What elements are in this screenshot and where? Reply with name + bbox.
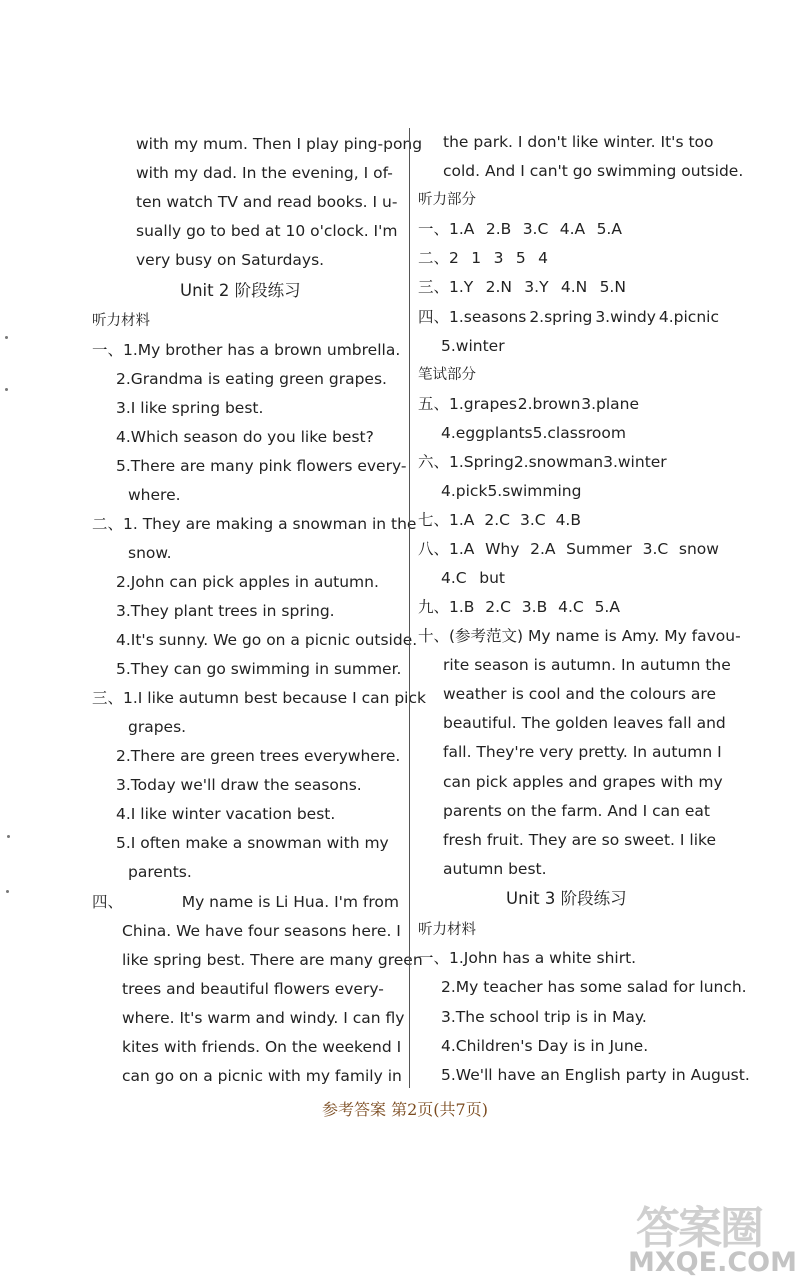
text-line — [418, 948, 636, 968]
text-segment: kites with friends. On the weekend I — [122, 1038, 402, 1056]
text-line — [92, 311, 150, 331]
text-segment: 5.winter — [441, 337, 505, 355]
text-segment: 3.They plant trees in spring. — [116, 602, 335, 620]
text-segment: 2.John can pick apples in autumn. — [116, 573, 379, 591]
text-segment: with my dad. In the evening, I of- — [136, 164, 393, 182]
text-segment: snow. — [128, 544, 172, 562]
text-segment: like spring best. There are many green — [122, 951, 423, 969]
text-segment: 二、2 — [418, 249, 459, 267]
text-segment: 2.C — [484, 511, 510, 529]
text-segment: 听力材料 — [92, 313, 150, 329]
text-segment: 3 — [493, 249, 504, 267]
text-segment: 3.windy — [595, 308, 656, 326]
text-line — [122, 1037, 402, 1057]
text-segment: beautiful. The golden leaves fall and — [443, 714, 726, 732]
text-segment: 3.Today we'll draw the seasons. — [116, 776, 362, 794]
text-segment: 3.Y — [524, 278, 549, 296]
text-line — [443, 772, 723, 792]
watermark-top-text: 答案圈 — [636, 1203, 762, 1254]
text-segment: 4.Children's Day is in June. — [441, 1037, 649, 1055]
text-segment: very busy on Saturdays. — [136, 251, 325, 269]
text-line — [116, 659, 401, 679]
column-divider — [409, 128, 410, 1088]
text-segment: 5.N — [599, 278, 626, 296]
text-line — [443, 830, 719, 850]
text-segment: 2.My teacher has some salad for lunch. — [441, 978, 747, 996]
text-segment: 九、1.B — [418, 598, 475, 616]
text-segment: 七、1.A — [418, 511, 475, 529]
text-line — [122, 1066, 402, 1086]
text-segment: My name is Li Hua. I'm from — [181, 893, 399, 911]
text-segment: 5.They can go swimming in summer. — [116, 660, 402, 678]
text-segment: 2.Grandma is eating green grapes. — [116, 370, 387, 388]
text-segment: 3.I like spring best. — [116, 399, 264, 417]
text-segment: where. — [128, 486, 181, 504]
text-line — [136, 163, 399, 183]
text-segment: 一、1.A — [418, 220, 475, 238]
text-line — [443, 161, 743, 181]
text-segment: fresh fruit. They are so sweet. I like — [443, 831, 716, 849]
text-segment: 2.N — [485, 278, 512, 296]
text-line — [128, 485, 181, 505]
text-segment: fall. They're very pretty. In autumn I — [443, 743, 722, 761]
text-segment: 3.B — [521, 598, 548, 616]
text-segment: with my mum. Then I play ping-pong — [136, 135, 423, 153]
text-segment: 八、1.A — [418, 540, 475, 558]
text-line — [92, 340, 400, 360]
text-segment: 三、1.Y — [418, 278, 474, 296]
text-segment: 一、1.My brother has a brown umbrella. — [92, 341, 401, 359]
text-segment: 3.plane — [581, 395, 639, 413]
text-line — [418, 365, 476, 385]
text-line — [441, 977, 747, 997]
text-line — [441, 1007, 647, 1027]
text-line — [441, 336, 505, 356]
text-segment: 3.C — [642, 540, 669, 558]
text-segment: 2.brown — [517, 395, 581, 413]
text-line — [441, 1065, 750, 1085]
text-line — [116, 775, 362, 795]
text-segment: 听力材料 — [418, 922, 476, 938]
page-footer: 参考答案 第2页(共7页) — [322, 1100, 488, 1119]
text-segment: 3.C — [519, 511, 546, 529]
watermark-logo — [628, 1192, 806, 1278]
margin-dot — [7, 835, 10, 838]
text-line — [441, 481, 580, 501]
text-segment: 4.picnic — [658, 308, 719, 326]
text-segment: 5.A — [594, 598, 620, 616]
text-segment: 5.swimming — [487, 482, 582, 500]
text-line — [116, 572, 379, 592]
watermark-bottom-text: MXQE.COM — [628, 1247, 797, 1278]
text-line — [128, 862, 192, 882]
text-segment: 三、1.I like autumn best because I can pick — [92, 689, 426, 707]
text-segment: the park. I don't like winter. It's too — [443, 133, 714, 151]
text-segment: 4.A — [559, 220, 586, 238]
text-segment: 5.We'll have an English party in August. — [441, 1066, 750, 1084]
text-line — [136, 221, 399, 241]
text-segment: 四、1.seasons — [418, 308, 527, 326]
text-line — [116, 369, 387, 389]
text-line — [92, 514, 417, 534]
text-segment: ten watch TV and read books. I u- — [136, 193, 398, 211]
text-segment: can go on a picnic with my family in — [122, 1067, 402, 1085]
text-segment: 五、1.grapes — [418, 395, 517, 413]
text-segment: parents on the farm. And I can eat — [443, 802, 710, 820]
text-segment: 4.pick — [441, 482, 488, 500]
text-segment: 4.B — [555, 511, 581, 529]
text-segment: 3.winter — [603, 453, 667, 471]
text-segment: 3.The school trip is in May. — [441, 1008, 647, 1026]
text-line — [418, 190, 476, 210]
text-segment: 2.snowman — [513, 453, 604, 471]
text-segment: sually go to bed at 10 o'clock. I'm — [136, 222, 398, 240]
text-segment: but — [479, 569, 505, 587]
text-line — [116, 456, 407, 476]
text-segment: cold. And I can't go swimming outside. — [443, 162, 744, 180]
text-segment: 4.I like winter vacation best. — [116, 805, 336, 823]
text-segment: where. It's warm and windy. I can fly — [122, 1009, 405, 1027]
text-line — [418, 626, 741, 646]
text-line — [136, 192, 399, 212]
text-line — [443, 859, 547, 879]
text-segment: 二、1. They are making a snowman in the — [92, 515, 417, 533]
text-line — [443, 655, 731, 675]
text-line — [443, 684, 719, 704]
text-segment: 听力部分 — [418, 192, 476, 208]
text-segment: 2.There are green trees everywhere. — [116, 747, 401, 765]
text-segment: rite season is autumn. In autumn the — [443, 656, 731, 674]
text-line — [443, 132, 719, 152]
text-line — [180, 281, 301, 301]
text-line — [443, 742, 722, 762]
text-line — [418, 510, 581, 530]
text-segment: grapes. — [128, 718, 187, 736]
text-segment: 5.I often make a snowman with my — [116, 834, 389, 852]
text-segment: 5 — [515, 249, 526, 267]
text-segment: 4.Which season do you like best? — [116, 428, 374, 446]
text-segment: 六、1.Spring — [418, 453, 514, 471]
text-segment: 5.There are many pink flowers every- — [116, 457, 407, 475]
text-line — [122, 979, 399, 999]
text-segment: Why — [485, 540, 520, 558]
text-segment: 3.C — [522, 220, 549, 238]
text-line — [128, 717, 186, 737]
text-line — [92, 688, 426, 708]
text-line — [443, 801, 719, 821]
text-line — [418, 248, 548, 268]
text-line — [116, 833, 399, 853]
text-segment: 4.It's sunny. We go on a picnic outside. — [116, 631, 418, 649]
text-line — [441, 1036, 648, 1056]
text-segment: 2.A — [530, 540, 556, 558]
text-segment: 四、 — [92, 893, 124, 911]
text-line — [116, 804, 335, 824]
text-line — [116, 630, 417, 650]
text-segment: China. We have four seasons here. I — [122, 922, 401, 940]
text-line — [136, 250, 324, 270]
text-line — [418, 219, 622, 239]
text-line — [506, 889, 627, 909]
text-segment: 2.C — [485, 598, 511, 616]
text-line — [418, 307, 719, 327]
text-line — [136, 134, 423, 154]
text-segment: trees and beautiful flowers every- — [122, 980, 384, 998]
text-line — [418, 277, 626, 297]
text-segment: snow — [678, 540, 719, 558]
text-segment: 4.C — [558, 598, 584, 616]
text-segment: 4.C — [441, 569, 467, 587]
text-line — [116, 427, 374, 447]
text-segment: 一、1.John has a white shirt. — [418, 949, 637, 967]
text-line — [443, 713, 726, 733]
text-segment: 笔试部分 — [418, 367, 476, 383]
text-line — [116, 398, 263, 418]
text-segment: 4.N — [560, 278, 588, 296]
text-segment: 5.classroom — [532, 424, 626, 442]
text-line — [441, 568, 505, 588]
text-segment: Unit 2 阶段练习 — [180, 281, 301, 300]
text-line — [418, 920, 476, 940]
text-segment: 4 — [538, 249, 548, 267]
text-line — [122, 1008, 405, 1028]
text-line — [128, 543, 172, 563]
text-line — [418, 539, 719, 559]
text-segment: Summer — [566, 540, 632, 558]
text-line — [441, 423, 626, 443]
text-line — [122, 921, 399, 941]
text-line — [418, 452, 666, 472]
text-line — [92, 892, 399, 912]
text-segment: 十、(参考范文) My name is Amy. My favou- — [418, 627, 741, 645]
margin-dot — [5, 336, 8, 339]
text-line — [122, 950, 423, 970]
text-segment: weather is cool and the colours are — [443, 685, 716, 703]
text-segment: 5.A — [596, 220, 622, 238]
text-segment: 1 — [471, 249, 482, 267]
text-line — [418, 394, 639, 414]
margin-dot — [5, 388, 8, 391]
text-segment: 2.B — [485, 220, 512, 238]
text-segment: can pick apples and grapes with my — [443, 773, 723, 791]
text-segment: parents. — [128, 863, 192, 881]
margin-dot — [6, 890, 9, 893]
text-segment: Unit 3 阶段练习 — [506, 889, 627, 908]
text-line — [116, 601, 335, 621]
text-line — [116, 746, 400, 766]
text-segment: 4.eggplants — [441, 424, 533, 442]
text-segment: 2.spring — [529, 308, 593, 326]
text-line — [418, 597, 620, 617]
text-segment: autumn best. — [443, 860, 547, 878]
